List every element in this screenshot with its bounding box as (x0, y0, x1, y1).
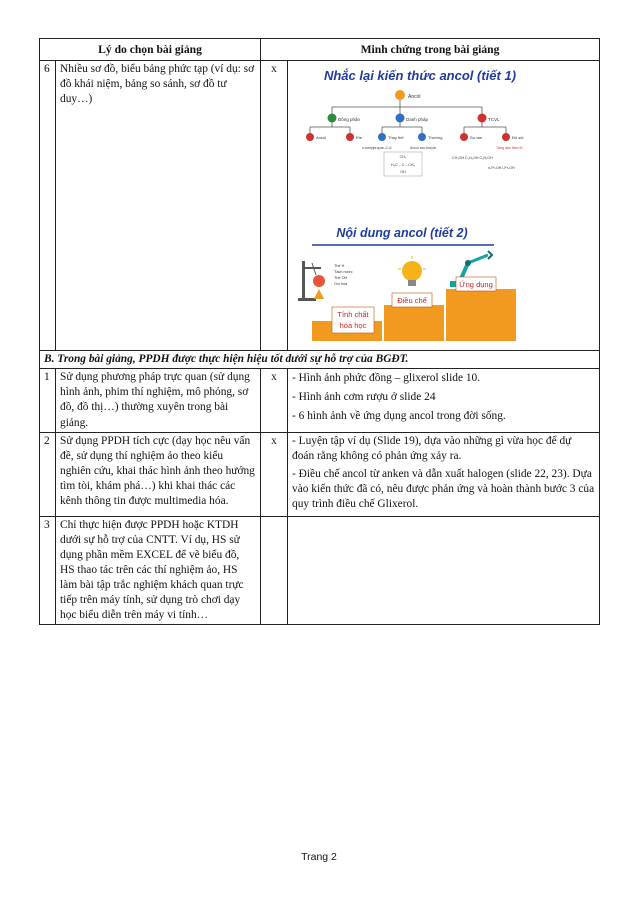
table-header-row (40, 39, 600, 61)
header-evidence: Minh chứng trong bài giảng (261, 39, 600, 61)
slide1-title: Nhắc lại kiến thức ancol (tiết 1) (323, 68, 517, 84)
label-preparation: Điều chế (397, 296, 427, 306)
step-bar-2 (384, 305, 444, 341)
row-number: 3 (40, 516, 56, 624)
lightbulb-icon (398, 256, 426, 286)
leaf-label-1: Ancol (316, 135, 327, 141)
list-item-3: Thế OH (334, 276, 348, 281)
evidence-line: - Điều chế ancol từ anken và dẫn xuất halogen (slide 22, 23). Dựa vào kiến thức đã có, nêu được phản ứng và hoàn thành bước 3 của quy trình điều chế Glixerol. (292, 467, 595, 510)
node-leaf-2 (346, 133, 354, 141)
row-evidence (288, 432, 600, 516)
node-root-label: Ancol (408, 94, 421, 101)
node-branch-3 (478, 114, 487, 123)
evaluation-table (39, 38, 600, 625)
row-reason: Sử dụng PPDH tích cực (dạy học nêu vấn đề, sử dụng thí nghiệm ảo theo kiểu nghiên cứu, khai thác hình ảnh theo hướng tìm tòi, khám phá…) khi khai thác các kênh thông tin được multimedia hóa. (56, 432, 261, 516)
leaf-label-6: Độ sôi (512, 135, 524, 141)
note-1: n-metylpropan-2-ol (362, 146, 392, 151)
node-branch-1 (328, 114, 337, 123)
branch-label-2: Danh pháp (406, 117, 429, 123)
header-reason: Lý do chọn bài giảng (40, 39, 261, 61)
formula-line-2: H₃C – C – CH₃ (391, 163, 415, 168)
label-chemistry-2: hóa học (339, 321, 367, 331)
list-item-1: Thế H (334, 264, 345, 269)
leaf-label-3: Thay thế (388, 135, 404, 141)
note-2: Ancol sec-butylic (410, 146, 437, 151)
formula-isomers: n-Pr-OH i-Pr-OH (488, 166, 515, 171)
evidence-line: - Luyện tập ví dụ (Slide 19), dựa vào những gì vừa học để dự đoán rằng không có phản ứng xảy ra. (292, 434, 572, 462)
row-number: 1 (40, 369, 56, 432)
node-leaf-6 (502, 133, 510, 141)
list-item-2: Tách nước (334, 270, 353, 275)
slide-content-overview (298, 226, 516, 341)
table-row (40, 516, 600, 624)
lab-stand-icon (298, 261, 325, 301)
row-number: 2 (40, 432, 56, 516)
table-row (40, 432, 600, 516)
slide-mindmap (306, 68, 523, 176)
row-mark (261, 516, 288, 624)
node-root (395, 90, 405, 100)
row-mark: x (261, 61, 288, 351)
node-branch-2 (396, 114, 405, 123)
row-reason: Sử dụng phương pháp trực quan (sử dụng hình ảnh, phim thí nghiệm, mô phỏng, sơ đồ, đồ thị…) thường xuyên trong bài giảng. (56, 369, 261, 432)
leaf-label-5: Sự tan (470, 135, 483, 141)
label-application: Ứng dụng (459, 280, 493, 290)
branch-label-1: Đồng phân (338, 117, 361, 123)
table-row (40, 369, 600, 432)
row-mark: x (261, 432, 288, 516)
row-mark: x (261, 369, 288, 432)
slide-images (292, 63, 548, 341)
formula-series: CH₃OH C₂H₅OH C₃H₇OH (452, 156, 493, 161)
node-leaf-4 (418, 133, 426, 141)
evidence-line: - Hình ảnh phức đồng – glixerol slide 10. (292, 372, 481, 385)
branch-label-3: TCVL (488, 117, 500, 123)
node-leaf-1 (306, 133, 314, 141)
row-reason: Chỉ thực hiện được PPDH hoặc KTDH dưới sự hỗ trợ của CNTT. Ví dụ, HS sử dụng phần mềm EXCEL để vẽ biểu đồ, HS thao tác trên các thí nghiệm ảo, HS làm bài tập trắc nghiệm khách quan trực tiếp trên máy tính, sử dụng trò chơi dạy học biểu diễn trên máy vi tính… (56, 516, 261, 624)
row-number: 6 (40, 61, 56, 351)
section-b-title: B. Trong bài giảng, PPDH được thực hiện hiệu tốt dưới sự hỗ trợ của BGĐT. (40, 351, 600, 369)
node-leaf-5 (460, 133, 468, 141)
leaf-label-4: Thường (428, 135, 443, 141)
node-leaf-3 (378, 133, 386, 141)
row-evidence (288, 369, 600, 432)
evidence-line: - 6 hình ảnh về ứng dụng ancol trong đời sống. (292, 410, 506, 423)
step-bar-3 (446, 289, 516, 341)
formula-line-3: OH (400, 170, 406, 175)
label-chemistry-1: Tính chất (337, 310, 369, 320)
row-evidence-images (288, 61, 600, 351)
page-footer: Trang 2 (301, 851, 337, 863)
leaf-label-2: Ete (356, 135, 363, 141)
slide2-title: Nội dung ancol (tiết 2) (336, 226, 468, 241)
list-item-4: Oxi hóa (334, 282, 348, 287)
row-reason: Nhiều sơ đồ, biểu bảng phức tạp (ví dụ: sơ đồ khái niệm, bảng so sánh, sơ đồ tư duy…) (56, 61, 261, 351)
row-evidence (288, 516, 600, 624)
table-row (40, 61, 600, 351)
formula-line-1: CH₃ (399, 155, 407, 160)
evidence-line: - Hình ảnh cơm rượu ở slide 24 (292, 391, 436, 404)
section-b-row (40, 351, 600, 369)
note-3: Tăng dần theo M (496, 146, 523, 151)
